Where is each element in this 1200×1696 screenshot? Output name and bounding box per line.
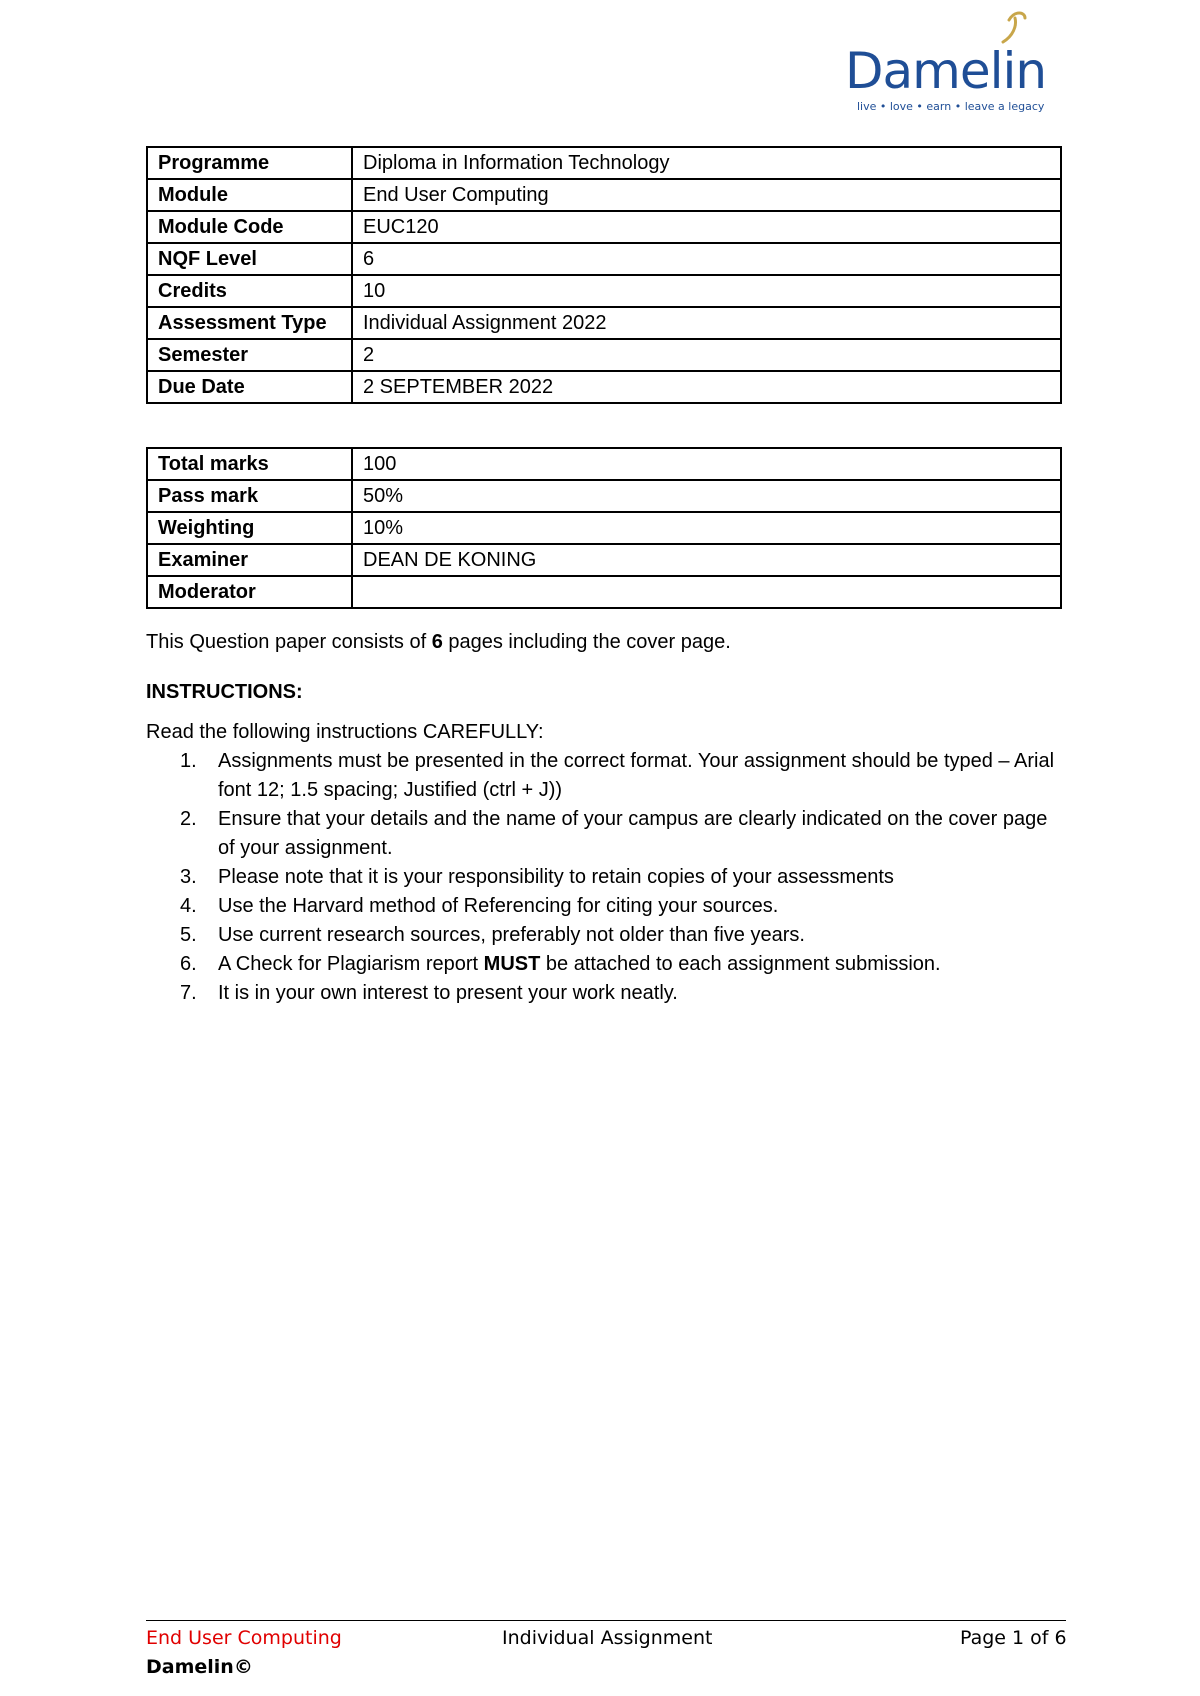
instructions-intro: Read the following instructions CAREFULLY:: [146, 721, 544, 743]
row-label: Moderator: [147, 576, 352, 608]
row-label: Weighting: [147, 512, 352, 544]
table-row: [147, 147, 1061, 179]
item-text: Use the Harvard method of Referencing for citing your sources.: [218, 895, 779, 917]
row-value: [352, 576, 1061, 608]
item-number: 2.: [180, 808, 197, 830]
item-text: Please note that it is your responsibility to retain copies of your assessments: [218, 866, 894, 888]
footer-assessment-type: Individual Assignment: [502, 1627, 713, 1649]
list-item: [146, 747, 1066, 805]
module-details-body: [147, 147, 1061, 403]
row-label: Credits: [147, 275, 352, 307]
marks-body: [147, 448, 1061, 608]
row-value: Individual Assignment 2022: [352, 307, 1061, 339]
row-value: 10: [352, 275, 1061, 307]
summary-suffix: pages including the cover page.: [442, 631, 731, 653]
table-row: [147, 544, 1061, 576]
table-row: [147, 307, 1061, 339]
item-text: Ensure that your details and the name of your campus are clearly indicated on the cover page of your assignment.: [218, 808, 1048, 859]
item-text: Use current research sources, preferably not older than five years.: [218, 924, 805, 946]
footer-module-name: End User Computing: [146, 1627, 342, 1649]
item-text: Assignments must be presented in the correct format. Your assignment should be typed – Arial font 12; 1.5 spacing; Justified (ctrl + J)): [218, 750, 1055, 801]
row-label: Total marks: [147, 448, 352, 480]
table-row: [147, 179, 1061, 211]
row-label: Examiner: [147, 544, 352, 576]
item-number: 5.: [180, 924, 197, 946]
row-label: Due Date: [147, 371, 352, 403]
page-count: 6: [431, 631, 443, 653]
summary-prefix: This Question paper consists of: [146, 631, 432, 653]
row-label: Assessment Type: [147, 307, 352, 339]
row-value: 50%: [352, 480, 1061, 512]
marks-table: [146, 447, 1062, 609]
item-number: 3.: [180, 866, 197, 888]
table-row: [147, 576, 1061, 608]
item-number: 6.: [180, 953, 197, 975]
row-label: Module: [147, 179, 352, 211]
row-label: Pass mark: [147, 480, 352, 512]
row-value: DEAN DE KONING: [352, 544, 1061, 576]
row-value: 6: [352, 243, 1061, 275]
list-item: [146, 892, 1066, 921]
logo-wordmark: Damelin: [845, 42, 1047, 100]
list-item: [146, 863, 1066, 892]
logo-tagline: live • love • earn • leave a legacy: [857, 100, 1045, 113]
footer-page-number: Page 1 of 6: [960, 1627, 1067, 1649]
row-value: 2: [352, 339, 1061, 371]
page-count-statement: [146, 628, 1066, 657]
row-value: EUC120: [352, 211, 1061, 243]
row-label: Programme: [147, 147, 352, 179]
row-value: End User Computing: [352, 179, 1061, 211]
list-item: [146, 805, 1066, 863]
item-text: It is in your own interest to present your work neatly.: [218, 982, 678, 1004]
table-row: [147, 243, 1061, 275]
list-item: [146, 979, 1066, 1008]
row-value: 100: [352, 448, 1061, 480]
item-text-pre: A Check for Plagiarism report: [218, 953, 484, 975]
instructions-list: [146, 747, 1066, 1008]
footer-divider: [146, 1620, 1066, 1621]
table-row: [147, 448, 1061, 480]
instructions-heading: INSTRUCTIONS:: [146, 681, 303, 703]
table-row: [147, 339, 1061, 371]
item-number: 1.: [180, 750, 197, 772]
table-row: [147, 512, 1061, 544]
row-value: 2 SEPTEMBER 2022: [352, 371, 1061, 403]
table-row: [147, 211, 1061, 243]
table-row: [147, 275, 1061, 307]
row-label: Semester: [147, 339, 352, 371]
list-item: [146, 921, 1066, 950]
row-label: Module Code: [147, 211, 352, 243]
row-label: NQF Level: [147, 243, 352, 275]
item-number: 4.: [180, 895, 197, 917]
footer-copyright: Damelin©: [146, 1656, 253, 1678]
row-value: 10%: [352, 512, 1061, 544]
row-value: Diploma in Information Technology: [352, 147, 1061, 179]
table-row: [147, 480, 1061, 512]
table-row: [147, 371, 1061, 403]
item-text-emphasis: MUST: [483, 953, 541, 975]
item-number: 7.: [180, 982, 197, 1004]
list-item: [146, 950, 1066, 979]
item-text-post: be attached to each assignment submission.: [540, 953, 941, 975]
damelin-logo: [845, 8, 1075, 118]
module-details-table: [146, 146, 1062, 404]
